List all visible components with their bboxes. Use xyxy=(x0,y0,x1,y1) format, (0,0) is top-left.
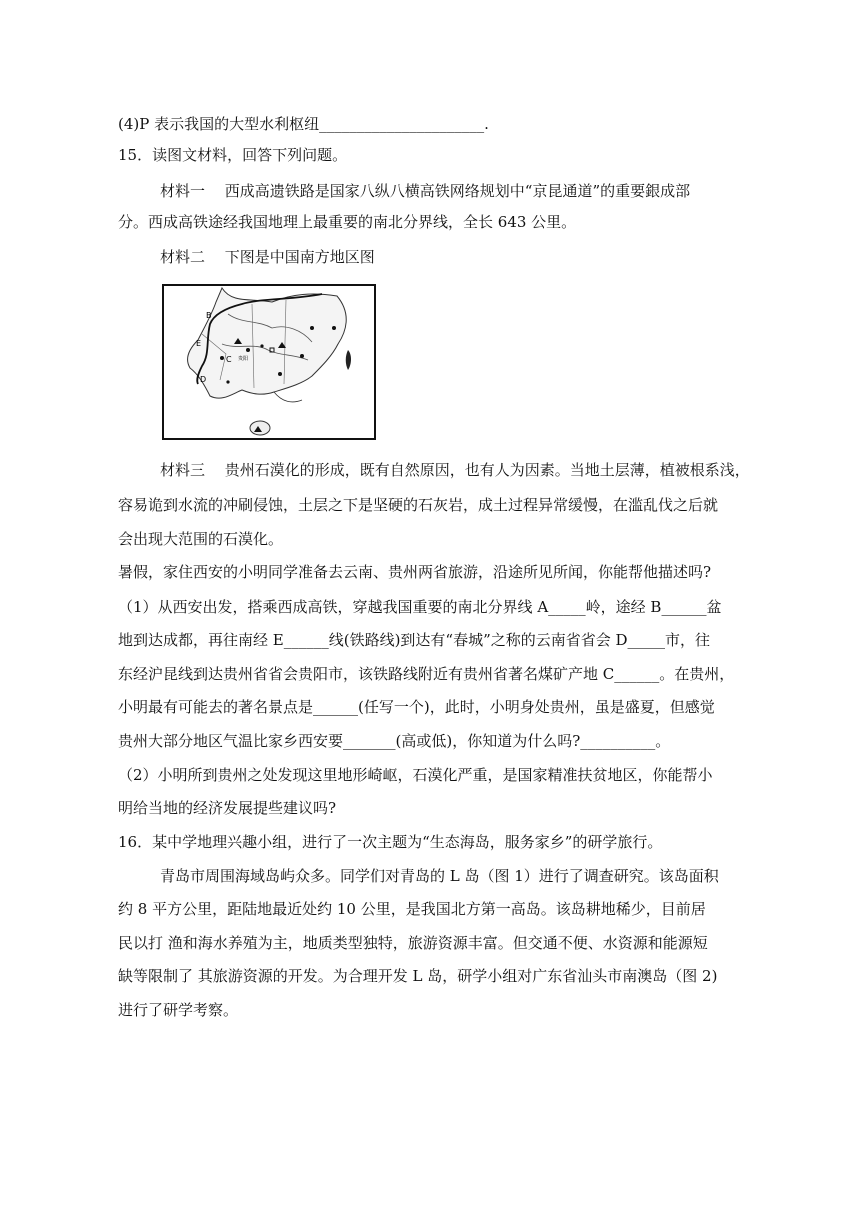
question-1-line: （1）从西安出发，搭乘西成高铁，穿越我国重要的南北分界线 A_____岭，途经 B______盆 xyxy=(118,598,722,616)
text-line: 暑假，家住西安的小明同学准备去云南、贵州两省旅游，沿途所见所闻，你能帮他描述吗? xyxy=(118,563,712,581)
question-2-line: （2）小明所到贵州之处发现这里地形崎岖，石漠化严重，是国家精准扶贫地区，你能帮小 xyxy=(118,766,713,784)
map-label-guiyang: 贵阳 xyxy=(238,356,249,362)
map-label-e: E xyxy=(196,339,202,348)
text-line: 分。西成高铁途经我国地理上最重要的南北分界线，全长 643 公里。 xyxy=(118,213,577,231)
text-line: 缺等限制了 其旅游资源的开发。为合理开发 L 岛，研学小组对广东省汕头市南澳岛（图 2) xyxy=(118,967,718,985)
text-line: 明给当地的经济发展提些建议吗? xyxy=(118,799,337,817)
map-label-c: C xyxy=(226,355,232,364)
text-line: 小明最有可能去的著名景点是______(任写一个)，此时，小明身处贵州，虽是盛夏，但感觉 xyxy=(118,698,715,716)
text-line: 材料三 贵州石漠化的形成，既有自然原因，也有人为因素。当地土层薄，植被根系浅， xyxy=(160,461,750,479)
text-line: 地到达成都，再往南经 E______线(铁路线)到达有“春城”之称的云南省省会 D_____市，往 xyxy=(118,631,711,649)
question-16-heading: 16．某中学地理兴趣小组，进行了一次主题为“生态海岛，服务家乡”的研学旅行。 xyxy=(118,833,663,851)
text-line: 会出现大范围的石漠化。 xyxy=(118,530,284,548)
text-line: 进行了研学考察。 xyxy=(118,1001,239,1019)
text-line: 容易诡到水流的冲刷侵蚀，土层之下是坚硬的石灰岩，成土过程异常缓慢，在滥乱伐之后就 xyxy=(118,496,719,514)
text-line: 约 8 平方公里，距陆地最近处约 10 公里，是我国北方第一高岛。该岛耕地稀少，目前居 xyxy=(118,900,706,918)
text-line: 材料一 西成高遗铁路是国家八纵八横高铁网络规划中“京昆通道”的重要銀成部 xyxy=(160,182,691,200)
text-line: 东经沪昆线到达贵州省省会贵阳市，该铁路线附近有贵州省著名煤矿产地 C______。在贵州， xyxy=(118,665,735,683)
text-line: (4)P 表示我国的大型水利枢纽______________________. xyxy=(118,115,489,133)
text-line: 材料二 下图是中国南方地区图 xyxy=(160,248,375,266)
south-china-map xyxy=(162,284,376,440)
text-line: 青岛市周围海域岛屿众多。同学们对青岛的 L 岛（图 1）进行了调查研究。该岛面积 xyxy=(160,867,719,885)
map-label-b: B xyxy=(206,311,212,320)
map-label-d: D xyxy=(200,375,207,384)
text-line: 贵州大部分地区气温比家乡西安要_______(高或低)，你知道为什么吗?__________。 xyxy=(118,732,671,750)
question-15-heading: 15．读图文材料，回答下列问题。 xyxy=(118,146,348,164)
text-line: 民以打 渔和海水养殖为主，地质类型独特，旅游资源丰富。但交通不便、水资源和能源短 xyxy=(118,934,708,952)
